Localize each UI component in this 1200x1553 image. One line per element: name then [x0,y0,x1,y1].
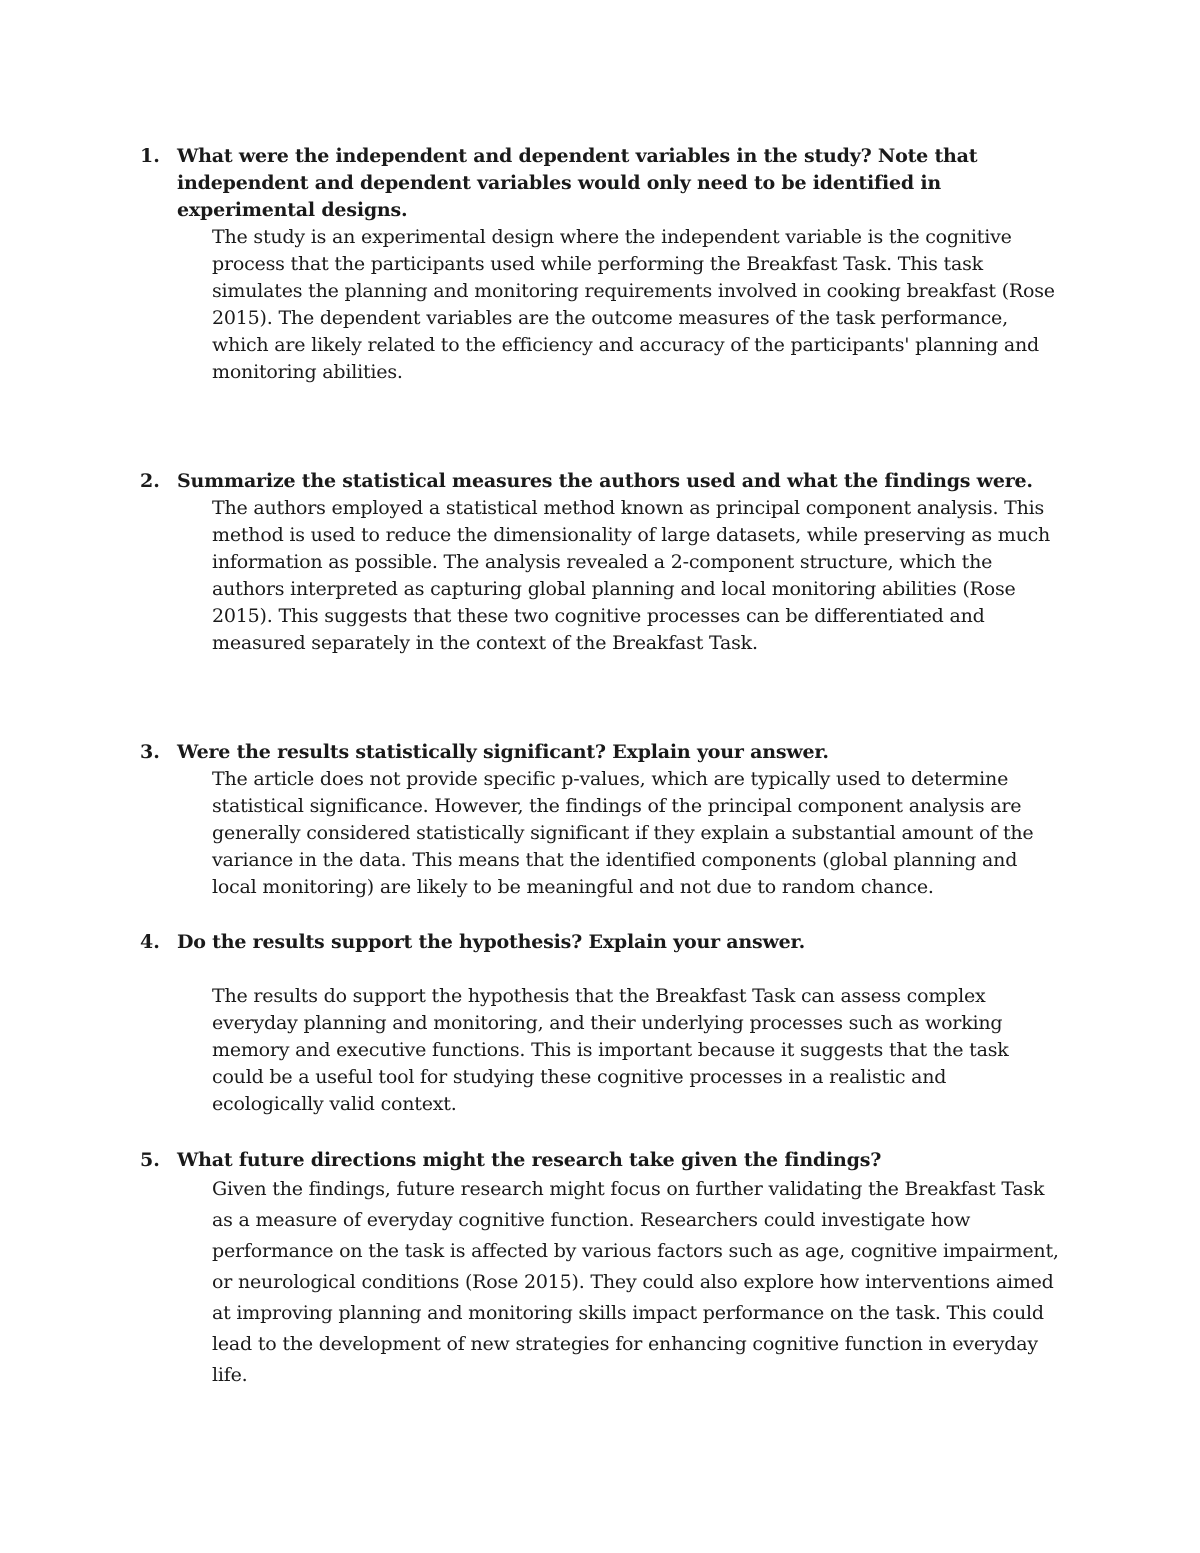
question-block-4 [140,929,1060,1118]
question-text: Were the results statistically significant? Explain your answer. [177,741,829,763]
answer-text: The results do support the hypothesis that the Breakfast Task can assess complex everyday planning and monitoring, and their underlying processes such as working memory and executive functions. This is important because it suggests that the task could be a useful tool for studying these cognitive processes in a realistic and ecologically valid context. [212,985,1009,1115]
spacer [140,956,1060,983]
answer-text: Given the findings, future research might focus on further validating the Breakfast Task as a measure of everyday cognitive function. Researchers could investigate how performance on the task is affected by various factors such as age, cognitive impairment, or neurological conditions (Rose 2015). They could also explore how interventions aimed at improving planning and monitoring skills impact performance on the task. This could lead to the development of new strategies for enhancing cognitive function in everyday life. [212,1178,1059,1386]
question-block-3 [140,739,1060,901]
question-number: 5. [140,1149,160,1171]
question-number: 3. [140,741,160,763]
question-block-5 [140,1147,1060,1391]
question-text: What future directions might the research take given the findings? [177,1149,882,1171]
question-block-2 [140,468,1060,657]
question-block-1 [140,143,1060,386]
question-number: 1. [140,145,160,167]
answer-text: The article does not provide specific p-values, which are typically used to determine statistical significance. However, the findings of the principal component analysis are generally considered statistically significant if they explain a substantial amount of the variance in the data. This means that the identified components (global planning and local monitoring) are likely to be meaningful and not due to random chance. [212,768,1034,898]
question-text: What were the independent and dependent variables in the study? Note that independent and dependent variables would only need to be identified in experimental designs. [177,145,978,221]
answer-text: The study is an experimental design where the independent variable is the cognitive process that the participants used while performing the Breakfast Task. This task simulates the planning and monitoring requirements involved in cooking breakfast (Rose 2015). The dependent variables are the outcome measures of the task performance, which are likely related to the efficiency and accuracy of the participants' planning and monitoring abilities. [212,226,1055,383]
question-text: Do the results support the hypothesis? Explain your answer. [177,931,806,953]
question-text: Summarize the statistical measures the authors used and what the findings were. [177,470,1033,492]
question-number: 4. [140,931,160,953]
question-number: 2. [140,470,160,492]
answer-text: The authors employed a statistical method known as principal component analysis. This method is used to reduce the dimensionality of large datasets, while preserving as much information as possible. The analysis revealed a 2-component structure, which the authors interpreted as capturing global planning and local monitoring abilities (Rose 2015). This suggests that these two cognitive processes can be differentiated and measured separately in the context of the Breakfast Task. [212,497,1051,654]
